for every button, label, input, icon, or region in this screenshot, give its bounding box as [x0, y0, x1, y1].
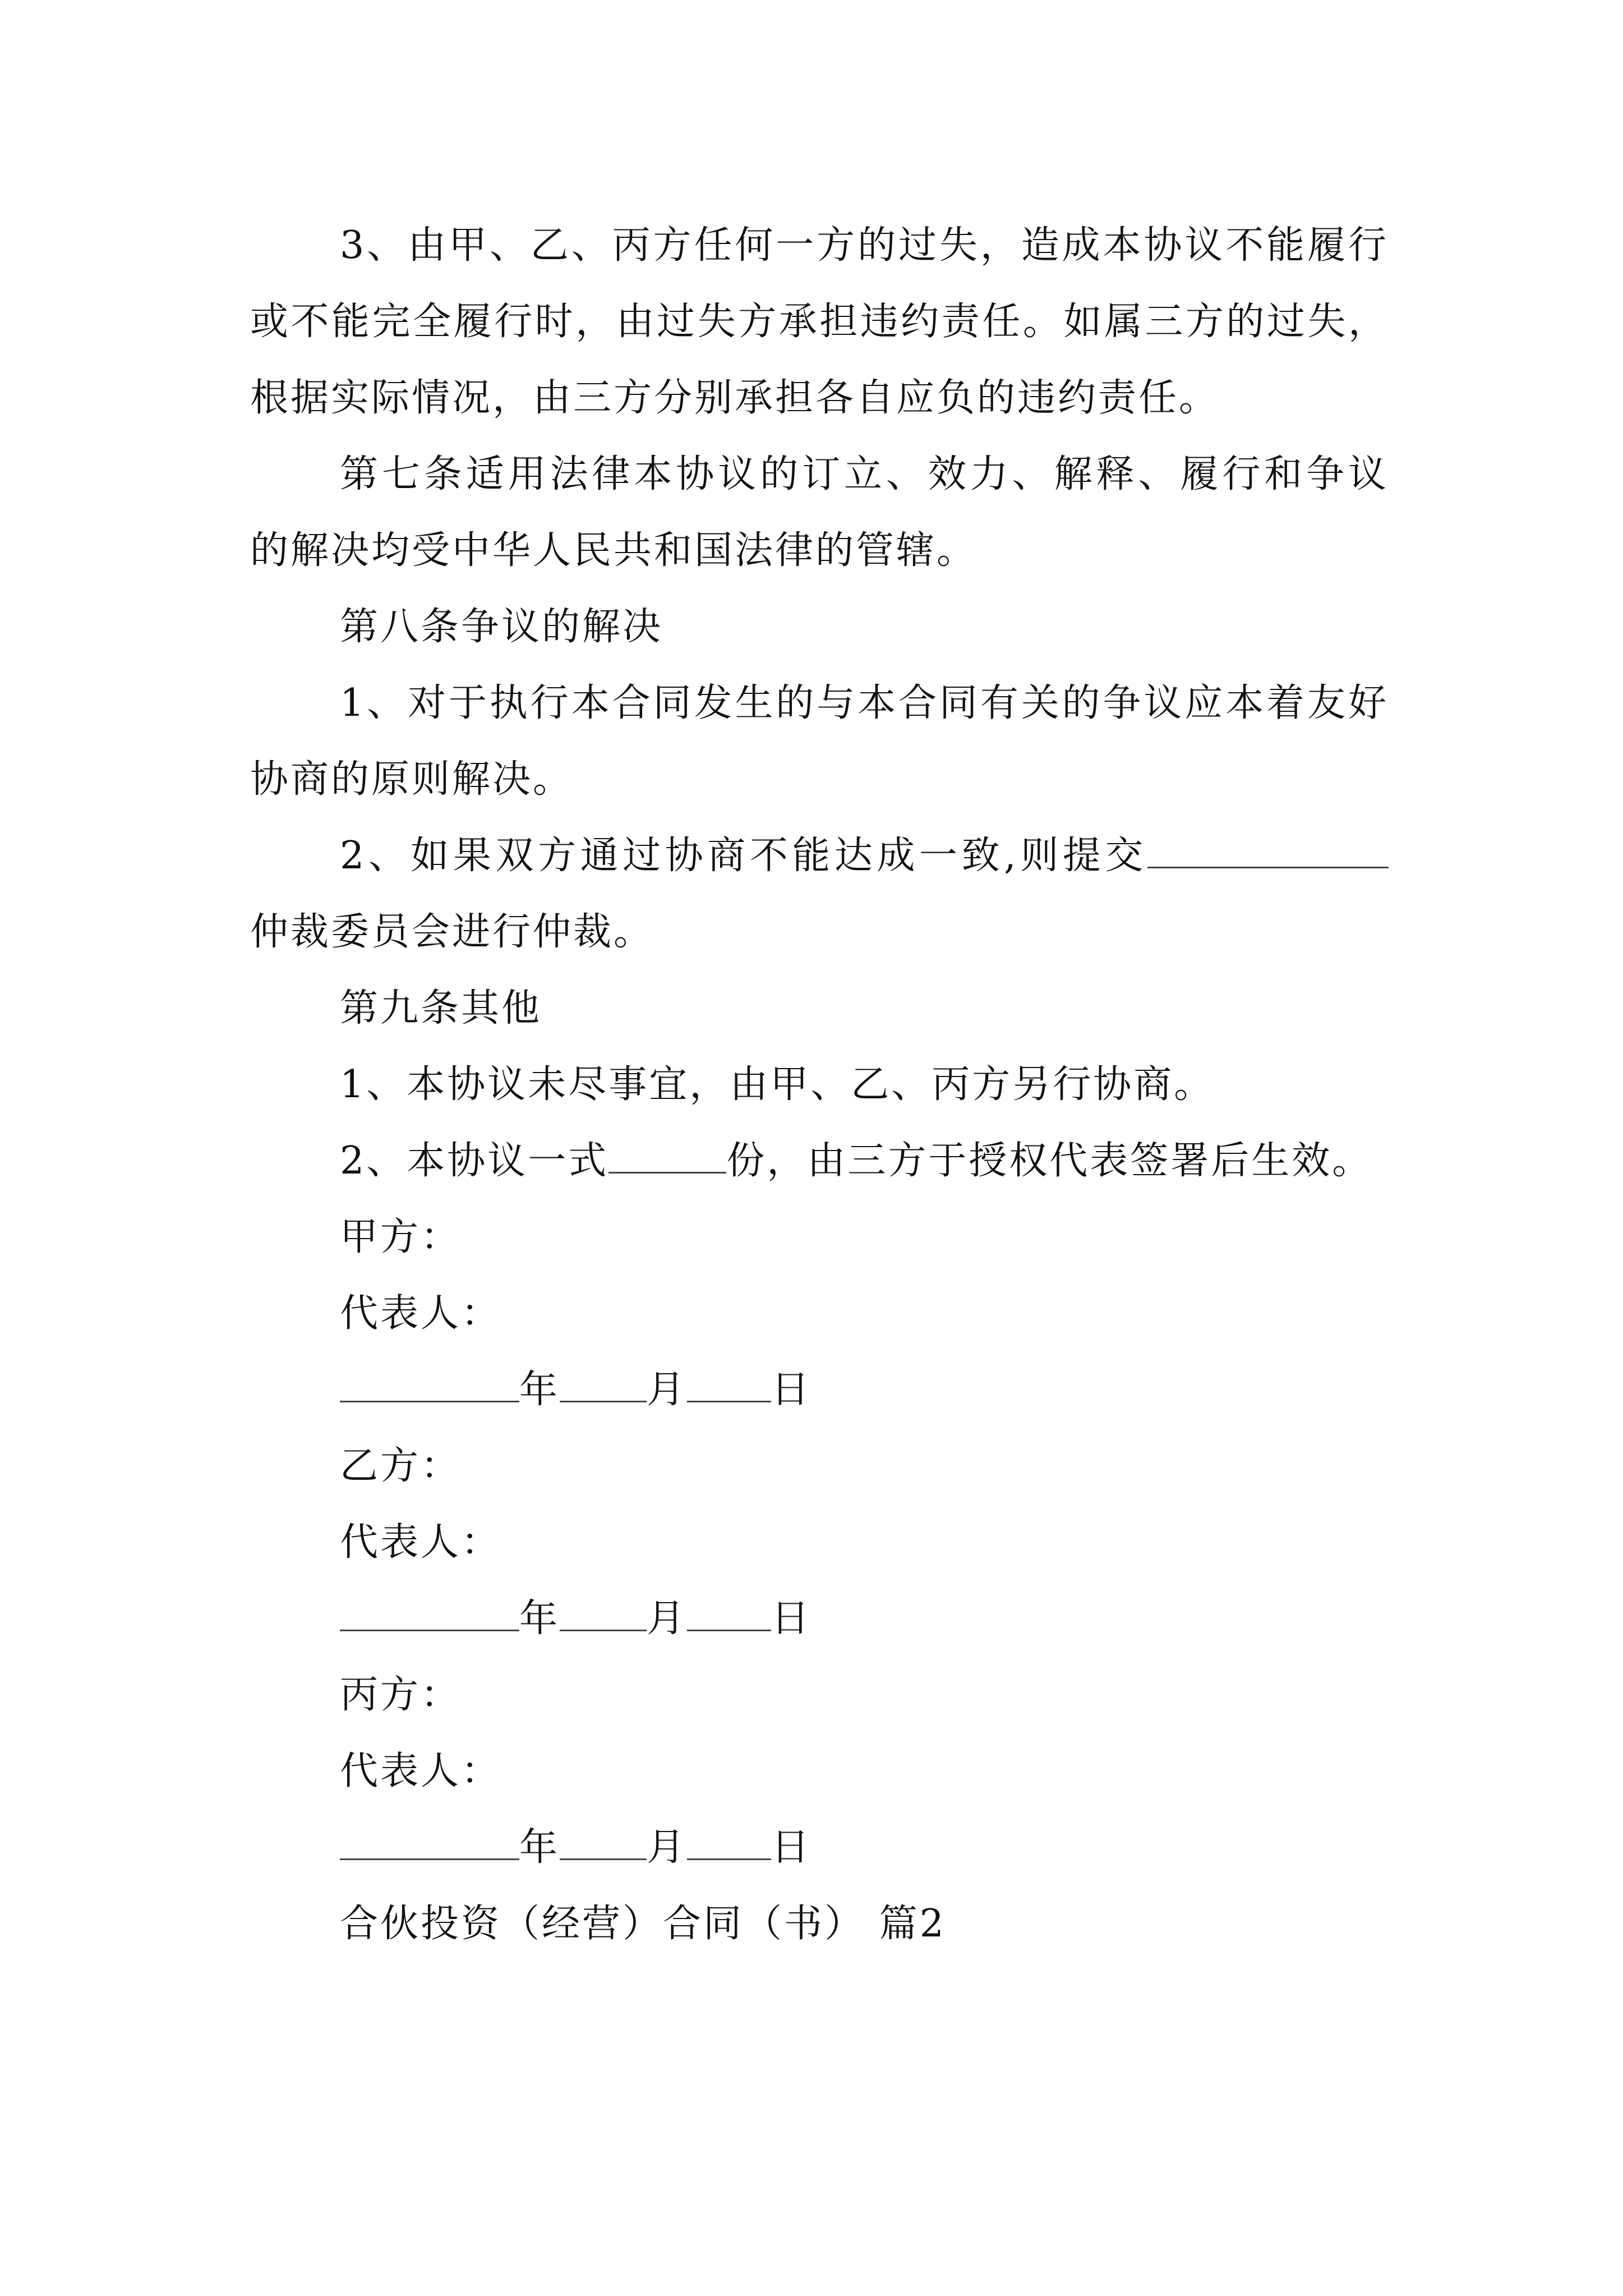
day-blank[interactable] — [687, 1368, 771, 1402]
party-b-label: 乙方： — [340, 1444, 462, 1488]
party-c-representative: 代表人： — [340, 1749, 502, 1793]
copies-text-after: 份，由三方于授权代表签署后生效。 — [726, 1139, 1373, 1183]
clause-dispute-1: 1、对于执行本合同发生的与本合同有关的争议应本着友好协商的原则解决。 — [250, 681, 1389, 802]
article-9-title: 第九条其他 — [340, 986, 542, 1030]
day-label: 日 — [771, 1596, 812, 1641]
party-a-date — [250, 1352, 1389, 1428]
article-7-applicable-law: 第七条适用法律本协议的订立、效力、解释、履行和争议的解决均受中华人民共和国法律的管辖。 — [250, 452, 1389, 573]
arbitration-body-blank[interactable] — [1147, 834, 1389, 868]
party-a-label: 甲方： — [340, 1215, 462, 1259]
month-label: 月 — [647, 1368, 688, 1412]
party-a-representative: 代表人： — [340, 1291, 502, 1336]
month-blank[interactable] — [560, 1826, 647, 1860]
clause-dispute-2 — [250, 818, 1389, 970]
document-body — [250, 208, 1389, 1962]
arbitration-text-before: 2、如果双方通过协商不能达成一致,则提交 — [340, 834, 1147, 878]
month-blank[interactable] — [560, 1597, 647, 1631]
party-c-date — [250, 1810, 1389, 1886]
day-blank[interactable] — [687, 1597, 771, 1631]
day-blank[interactable] — [687, 1826, 771, 1860]
party-b-date — [250, 1581, 1389, 1657]
month-blank[interactable] — [560, 1368, 647, 1402]
year-blank[interactable] — [340, 1597, 519, 1631]
clause-other-1: 1、本协议未尽事宜，由甲、乙、丙方另行协商。 — [340, 1062, 1215, 1107]
next-contract-title: 合伙投资（经营）合同（书） 篇2 — [340, 1902, 946, 1946]
copies-text-before: 2、本协议一式 — [340, 1139, 609, 1183]
day-label: 日 — [771, 1825, 812, 1870]
party-c-label: 丙方： — [340, 1673, 462, 1717]
month-label: 月 — [647, 1825, 688, 1870]
article-8-title: 第八条争议的解决 — [340, 605, 663, 649]
year-label: 年 — [519, 1825, 560, 1870]
year-blank[interactable] — [340, 1826, 519, 1860]
party-b-representative: 代表人： — [340, 1520, 502, 1565]
clause-other-2 — [250, 1123, 1389, 1199]
copies-count-blank[interactable] — [608, 1139, 726, 1174]
year-blank[interactable] — [340, 1368, 519, 1402]
year-label: 年 — [519, 1368, 560, 1412]
day-label: 日 — [771, 1368, 812, 1412]
month-label: 月 — [647, 1596, 688, 1641]
year-label: 年 — [519, 1596, 560, 1641]
arbitration-text-after: 仲裁委员会进行仲裁。 — [250, 910, 654, 954]
clause-breach-3: 3、由甲、乙、丙方任何一方的过失，造成本协议不能履行或不能完全履行时，由过失方承担违约责任。如属三方的过失，根据实际情况，由三方分别承担各自应负的违约责任。 — [250, 223, 1389, 420]
